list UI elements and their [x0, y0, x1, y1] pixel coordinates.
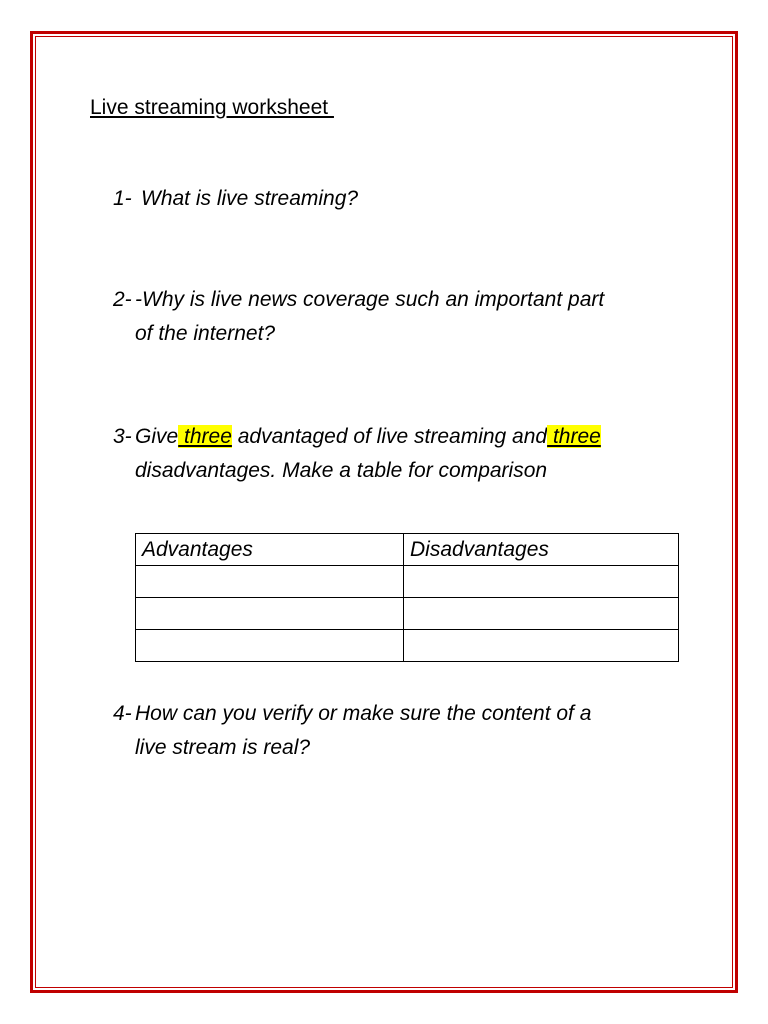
header-disadvantages: Disadvantages	[404, 534, 679, 566]
question-3-line-2: disadvantages. Make a table for comparison	[135, 459, 548, 482]
question-4-number: 4-	[113, 702, 132, 725]
worksheet-title: Live streaming worksheet	[90, 96, 334, 119]
question-3	[113, 420, 673, 488]
question-3-part-2: advantaged of live streaming and	[231, 425, 548, 448]
question-3-part-1: Give	[135, 425, 179, 448]
question-2-line-2: of the internet?	[135, 322, 276, 345]
highlight-three-2: three	[547, 425, 601, 448]
question-1-number: 1-	[113, 187, 132, 210]
question-4-line-2: live stream is real?	[135, 736, 311, 759]
table-cell[interactable]	[136, 598, 404, 630]
table-cell[interactable]	[136, 630, 404, 662]
question-4	[113, 697, 673, 765]
header-advantages: Advantages	[136, 534, 404, 566]
table-row	[136, 566, 679, 598]
page-border-inner	[35, 36, 733, 988]
question-3-number: 3-	[113, 425, 132, 448]
question-2	[113, 283, 673, 351]
table-row	[136, 598, 679, 630]
question-4-line-1: How can you verify or make sure the content of a	[135, 702, 592, 725]
question-2-number: 2-	[113, 288, 132, 311]
highlight-three-1: three	[178, 425, 232, 448]
question-1	[113, 182, 673, 216]
table-cell[interactable]	[404, 566, 679, 598]
table-cell[interactable]	[136, 566, 404, 598]
question-1-text: What is live streaming?	[141, 187, 359, 210]
table-cell[interactable]	[404, 630, 679, 662]
table-header-row	[136, 534, 679, 566]
table-cell[interactable]	[404, 598, 679, 630]
question-2-line-1: -Why is live news coverage such an important part	[135, 288, 605, 311]
comparison-table	[135, 533, 679, 662]
table-row	[136, 630, 679, 662]
